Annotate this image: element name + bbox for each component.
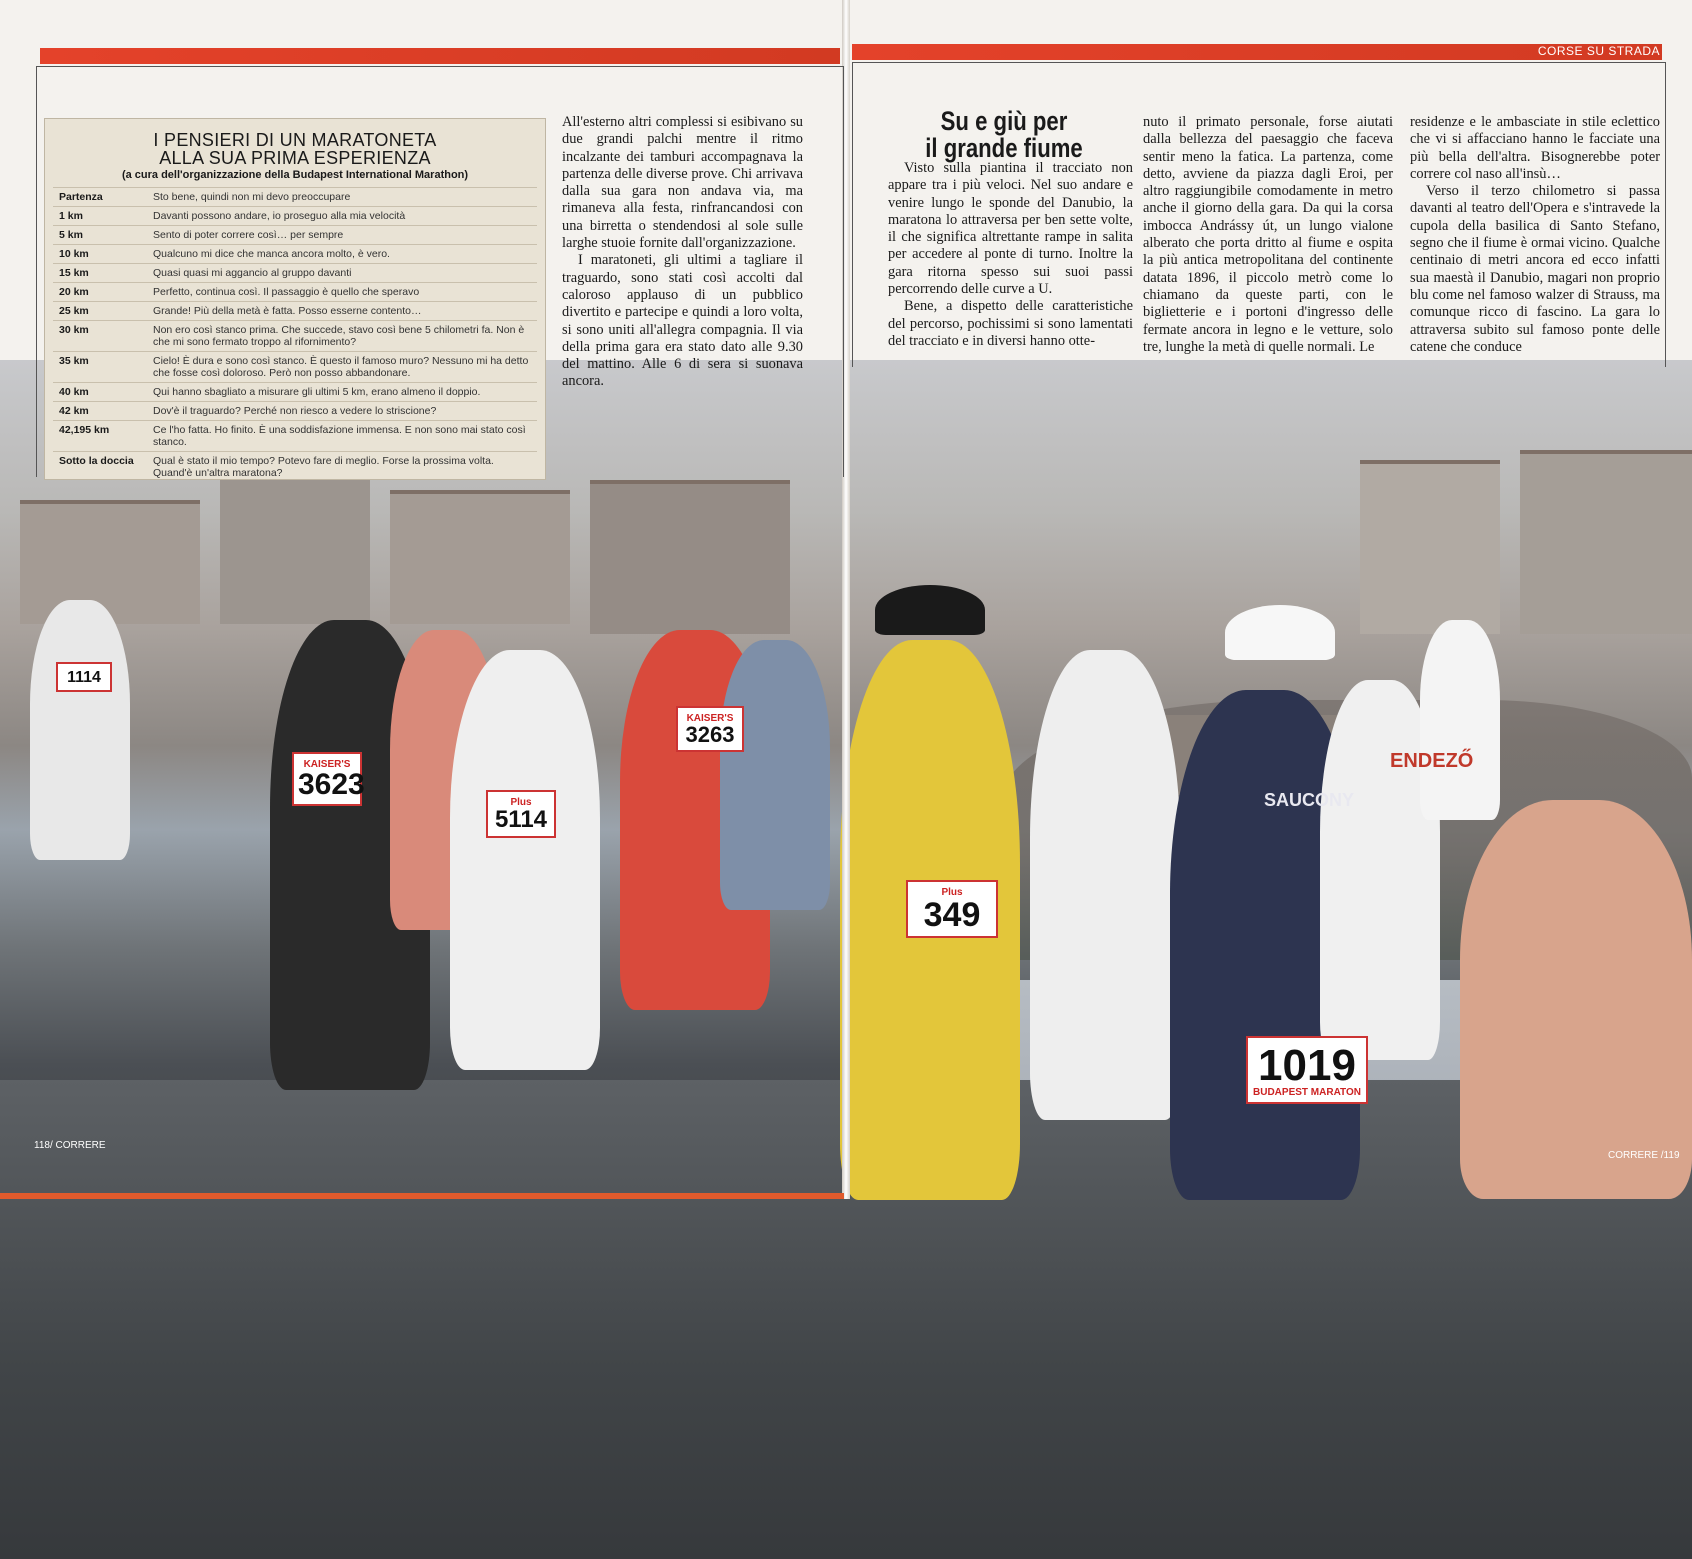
- building: [1520, 450, 1692, 634]
- banner-text: ENDEZŐ: [1390, 750, 1474, 772]
- distance-label: 10 km: [59, 248, 89, 260]
- thought-row: [53, 206, 537, 225]
- distance-label: 1 km: [59, 210, 83, 222]
- thought-text: Quasi quasi mi aggancio al gruppo davanti: [153, 267, 352, 279]
- building: [390, 490, 570, 624]
- article-headline: Su e giù per il grande fiume: [925, 106, 1083, 163]
- runner: [1030, 650, 1180, 1120]
- header-bar-left: [40, 48, 840, 64]
- paragraph: nuto il primato personale, forse aiutati dalla bellezza del paesaggio che faceva sentir meno la fatica. La partenza, come detto, avviene da piazza dagli Eroi, per altro raggiungibile comodamente in metro anche il giorno della gara. Da qui la corsa imbocca Andrássy út, un lungo vialone alberato che porta dritto al fiume e ospita la più antica metropolitana del continente datata 1896, il piccolo metrò come lo chiamano da queste parti, con le biglietterie e i portoni d'ingresso delle fermate ancora in legno e le vetture, solo tre, lunghe la metà di quelle normali. Le: [1143, 114, 1393, 355]
- right-article-column-2: [1143, 114, 1393, 356]
- race-bib: Plus 349: [906, 880, 998, 938]
- building: [590, 480, 790, 634]
- distance-label: 30 km: [59, 324, 89, 336]
- runner: [720, 640, 830, 910]
- distance-label: 42,195 km: [59, 424, 110, 436]
- thought-text: Grande! Più della metà è fatta. Posso esserne contento…: [153, 305, 422, 317]
- right-article-column-1: [888, 160, 1133, 350]
- thought-text: Perfetto, continua così. Il passaggio è quello che speravo: [153, 286, 420, 298]
- distance-label: Sotto la doccia: [59, 455, 134, 467]
- distance-label: 15 km: [59, 267, 89, 279]
- runner-arm: [1460, 800, 1692, 1199]
- section-tag: CORSE SU STRADA: [1537, 44, 1660, 58]
- thought-row: [53, 244, 537, 263]
- thought-text: Cielo! È dura e sono così stanco. È questo il famoso muro? Nessuno mi ha detto che fosse così doloroso. Però non posso abbandonare.: [153, 355, 529, 379]
- runner: [1420, 620, 1500, 820]
- thought-text: Dov'è il traguardo? Perché non riesco a vedere lo striscione?: [153, 405, 437, 417]
- thought-row: [53, 451, 537, 482]
- thought-row: [53, 420, 537, 451]
- paragraph: I maratoneti, gli ultimi a tagliare il traguardo, sono stati così accolti dal caloroso applauso di un pubblico divertito e partecipe e quindi a loro volta, si sono uniti all'allegra compagnia. Il via della prima gara era stato dato alle 9.30 del mattino. Alle 6 di sera si suonava ancora.: [562, 252, 803, 390]
- thought-row: [53, 401, 537, 420]
- paragraph: residenze e le ambasciate in stile eclettico che vi si affacciano hanno le facciate una più bella dell'altra. Bisognerebbe poter correre col naso all'insù…: [1410, 114, 1660, 182]
- distance-label: Partenza: [59, 191, 103, 203]
- paragraph: Visto sulla piantina il tracciato non appare tra i più veloci. Nel suo andare e venire lungo le sponde del Danubio, la maratona lo attraversa per ben sette volte, il che significa altrettante rampe in salita per accedere al ponte di turno. Inoltre la gara ritorna spesso sui suoi passi percorrendo delle curve a U.: [888, 160, 1133, 298]
- thought-text: Sto bene, quindi non mi devo preoccupare: [153, 191, 351, 203]
- thought-row: [53, 225, 537, 244]
- distance-label: 35 km: [59, 355, 89, 367]
- race-bib: KAISER'S 3263: [676, 706, 744, 752]
- white-cap: [1225, 605, 1335, 660]
- thought-text: Davanti possono andare, io proseguo alla mia velocità: [153, 210, 406, 222]
- thoughts-table: [45, 187, 545, 482]
- thought-row: [53, 301, 537, 320]
- building: [220, 470, 370, 624]
- thought-text: Qui hanno sbagliato a misurare gli ultimi 5 km, erano almeno il doppio.: [153, 386, 481, 398]
- paragraph: All'esterno altri complessi si esibivano su due grandi palchi mentre il ritmo incalzante dei tamburi accompagnava la partenza delle diverse prove. Chi arrivava dalla sua gara non andava via, ma rimaneva alla festa, rinfrancandosi con una birretta o stendendosi al sole sulle larghe stuoie fornite dall'organizzazione.: [562, 114, 803, 252]
- building: [1360, 460, 1500, 634]
- thought-row: [53, 263, 537, 282]
- thought-text: Sento di poter correre così… per sempre: [153, 229, 344, 241]
- thought-text: Non ero così stanco prima. Che succede, stavo così bene 5 chilometri fa. Non è che mi sono fermato troppo al rifornimento?: [153, 324, 525, 348]
- thought-row: [53, 351, 537, 382]
- right-article-column-3: [1410, 114, 1660, 356]
- black-cap: [875, 585, 985, 635]
- page-number-left: 118/ CORRERE: [34, 1140, 106, 1151]
- left-article-column: [562, 114, 803, 391]
- thought-row: [53, 320, 537, 351]
- runner: [450, 650, 600, 1070]
- race-bib: KAISER'S 3623: [292, 752, 362, 806]
- saucony-shirt-text: SAUCONY: [1264, 790, 1355, 810]
- bottom-bar: [0, 1193, 844, 1199]
- marathoner-thoughts-box: [44, 118, 546, 480]
- thought-row: [53, 382, 537, 401]
- race-bib: Plus 5114: [486, 790, 556, 838]
- distance-label: 25 km: [59, 305, 89, 317]
- distance-label: 40 km: [59, 386, 89, 398]
- runner: [30, 600, 130, 860]
- thought-row: [53, 282, 537, 301]
- race-bib: 1019 BUDAPEST MARATON: [1246, 1036, 1368, 1104]
- building: [20, 500, 200, 624]
- thought-text: Qualcuno mi dice che manca ancora molto, è vero.: [153, 248, 390, 260]
- race-bib: 1114: [56, 662, 112, 692]
- distance-label: 42 km: [59, 405, 89, 417]
- sidebar-title: I PENSIERI DI UN MARATONETA ALLA SUA PRIMA ESPERIENZA: [153, 130, 437, 168]
- distance-label: 20 km: [59, 286, 89, 298]
- thought-row: [53, 187, 537, 206]
- thought-text: Qual è stato il mio tempo? Potevo fare di meglio. Forse la prossima volta. Quand'è un'altra maratona?: [153, 455, 494, 479]
- distance-label: 5 km: [59, 229, 83, 241]
- paragraph: Bene, a dispetto delle caratteristiche del percorso, pochissimi si sono lamentati del tracciato e in diversi hanno otte-: [888, 298, 1133, 349]
- thought-text: Ce l'ho fatta. Ho finito. È una soddisfazione immensa. E non sono mai stato così stanco.: [153, 424, 526, 448]
- page-number-right: CORRERE /119: [1608, 1150, 1680, 1161]
- paragraph: Verso il terzo chilometro si passa davanti al teatro dell'Opera e s'intravede la cupola della basilica di Santo Stefano, segno che il fiume è ormai vicino. Qualche centinaio di metri ancora ed ecco infatti sua maestà il Danubio, magari non proprio blu come nel famoso walzer di Strauss, ma comunque ricco di fascino. La gara lo attraversa subito sul famoso ponte delle catene che conduce: [1410, 183, 1660, 355]
- sidebar-credit: (a cura dell'organizzazione della Budapest International Marathon): [121, 169, 469, 181]
